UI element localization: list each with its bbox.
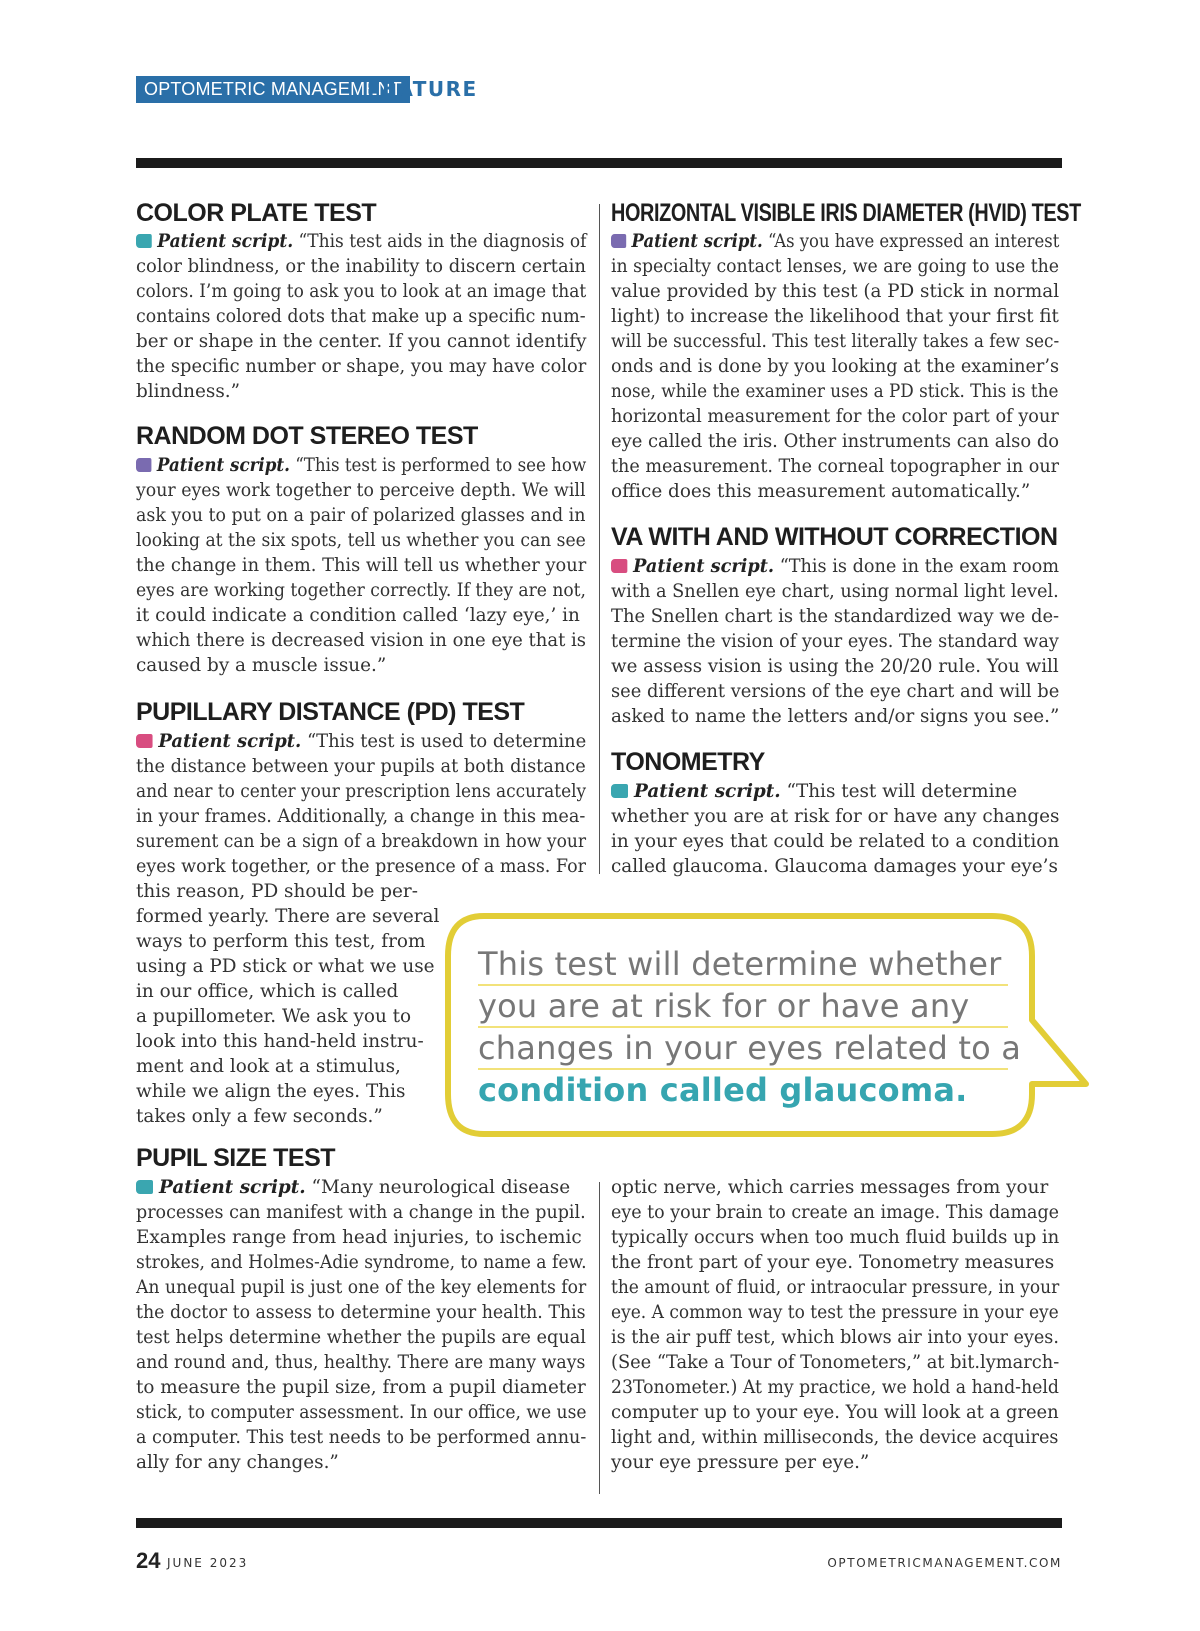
section-body-pupillary-distance: Patient script. “This test is used to determine the distance between your pupils at both distance and near to center your prescription lens accurately in your frames. Additionally, a change in this mea- surement can be a sign of a breakdown in how your eyes work together, or the presence of a mass. For this reason, PD should be per- formed yearly. There are several ways to perform this test, from using a PD stick or what we use in our office, which is called a pupillometer. We ask you to look into this hand-held instru- ment and look at a stimulus, while we align the eyes. This takes only a few seconds.”: [136, 731, 587, 1127]
section-label: FEATURE: [367, 77, 478, 101]
teal-bullet-icon: [611, 784, 628, 798]
teal-bullet-icon: [136, 234, 152, 248]
section-body-hvid: Patient script. “As you have expressed an interest in specialty contact lenses, we are going to use the value provided by this test (a PD stick in normal light) to increase the likelihood that your first fit will be successful. This test literally takes a few sec- onds and is done by you looking at the examiner’s nose, while the examiner uses a PD stick. This is the horizontal measurement for the color part of your eye called the iris. Other instruments can also do the measurement. The corneal topographer in our office does this measurement automatically.”: [611, 231, 1060, 502]
section-title-pupil-size: PUPIL SIZE TEST: [136, 1144, 336, 1172]
issue-date: JUNE 2023: [167, 1556, 249, 1570]
section-title-random-dot: RANDOM DOT STEREO TEST: [136, 422, 478, 450]
section-title-va: VA WITH AND WITHOUT CORRECTION: [611, 523, 1058, 551]
section-body-tonometry-continued: optic nerve, which carries messages from your eye to your brain to create an image. This damage typically occurs when too much fluid builds up in the front part of your eye. Tonometry measures the amount of fluid, or intraocular pressure, in your eye. A common way to test the pressure in your eye is the air puff test, which blows air into your eyes. (See “Take a Tour of Tonometers,” at bit.lymarch- 23Tonometer.) At my practice, we hold a hand-held computer up to your eye. You will look at a green light and, within milliseconds, the device acquires your eye pressure per eye.”: [611, 1177, 1060, 1473]
purple-bullet-icon: [611, 234, 626, 248]
pullquote-line: changes in your eyes related to a: [478, 1029, 1022, 1067]
section-title-color-plate: COLOR PLATE TEST: [136, 199, 377, 227]
website-url: OPTOMETRICMANAGEMENT.COM: [827, 1556, 1062, 1570]
section-body-pupil-size: Patient script. “Many neurological disease processes can manifest with a change in the pupil. Examples range from head injuries, to ischemic strokes, and Holmes-Adie syndrome, to name a few. An unequal pupil is just one of the key elements for the doctor to assess to determine your health. This test helps determine whether the pupils are equal and round and, thus, healthy. There are many ways to measure the pupil size, from a pupil diameter stick, to computer assessment. In our office, we use a computer. This test needs to be performed annu- ally for any changes.”: [136, 1177, 587, 1473]
section-body-color-plate: Patient script. “This test aids in the diagnosis of color blindness, or the inability to discern certain colors. I’m going to ask you to look at an image that contains colored dots that make up a specific num- ber or shape in the center. If you cannot identify the specific number or shape, you may have color blindness.”: [136, 231, 587, 402]
section-title-hvid: HORIZONTAL VISIBLE IRIS DIAMETER (HVID) TEST: [611, 199, 1081, 227]
section-body-va: Patient script. “This is done in the exam room with a Snellen eye chart, using normal light level. The Snellen chart is the standardized way we de- termine the vision of your eyes. The standard way we assess vision is using the 20/20 rule. You will see different versions of the eye chart and will be asked to name the letters and/or signs you see.”: [611, 556, 1060, 727]
section-body-tonometry: Patient script. “This test will determine whether you are at risk for or have any changes in your eyes that could be related to a condition called glaucoma. Glaucoma damages your eye’s: [611, 781, 1060, 877]
pullquote-line: you are at risk for or have any: [478, 987, 970, 1025]
section-body-random-dot: Patient script. “This test is performed to see how your eyes work together to perceive depth. We will ask you to put on a pair of polarized glasses and in looking at the six spots, tell us whether you can see the change in them. This will tell us whether your eyes are working together correctly. If they are not, it could indicate a condition called ‘lazy eye,’ in which there is decreased vision in one eye that is caused by a muscle issue.”: [136, 455, 587, 676]
section-title-tonometry: TONOMETRY: [611, 748, 765, 776]
pullquote-line: This test will determine whether: [478, 945, 1002, 983]
section-title-pupillary-distance: PUPILLARY DISTANCE (PD) TEST: [136, 698, 525, 726]
publication-badge: OPTOMETRIC MANAGEMENT: [136, 76, 410, 103]
purple-bullet-icon: [136, 458, 151, 472]
bottom-rule: [136, 1518, 1062, 1528]
top-rule: [136, 158, 1062, 168]
teal-bullet-icon: [136, 1180, 153, 1194]
pink-bullet-icon: [136, 734, 153, 748]
pullquote-accent: condition called glaucoma.: [478, 1071, 968, 1109]
page-number: 24: [136, 1548, 161, 1573]
pink-bullet-icon: [611, 559, 627, 573]
